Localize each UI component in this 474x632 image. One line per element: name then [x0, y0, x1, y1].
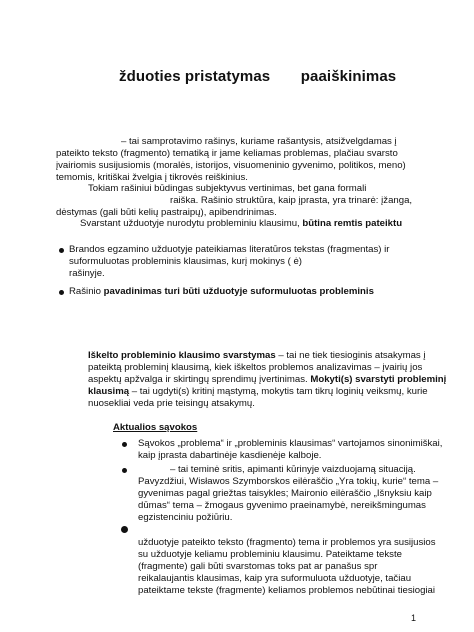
bullet-1-line-1: Brandos egzamino užduotyje pateikiamas literatūros tekstas (fragmentas) ir [69, 244, 390, 255]
bullet-dot [122, 468, 127, 473]
bullet-2-line-1 [69, 286, 374, 299]
intro-line-8 [80, 218, 402, 231]
para2-line-1-text: – tai ne tiek tiesioginis atsakymas į [275, 350, 426, 361]
intro-line-8-bold: būtina remtis pateiktu [302, 218, 403, 229]
intro-line-2: pateikto teksto (fragmento) tematiką ir jame keliamas problemas, plačiau svarsto [56, 148, 398, 159]
concept-3-line-5: pateiktame tekste (fragmente) keliamos problemos nebūtinai tiesiogiai [138, 585, 436, 596]
para2-line-2: pateiktą probleminį klausimą, kiek iškeltos problemos analizavimas – įvairių jos [88, 362, 423, 373]
bullet-2-text: Rašinio [69, 286, 104, 297]
intro-line-3: įvairiomis susijusiomis (moralės, istorijos, visuomeninio gyvenimo, politikos, meno) [56, 160, 406, 171]
concept-2-line-4: dūmas“ tema – žmogaus gyvenimo praeinamybė, nereikšmingumas [138, 500, 426, 511]
title-part-1: žduoties pristatymas [119, 68, 271, 85]
bullet-dot [122, 442, 127, 447]
title-part-2: paaiškinimas [300, 68, 397, 85]
bullet-1-line-2: suformuluotas probleminis klausimas, kurį mokinys ( ė) [69, 256, 302, 267]
intro-line-7: dėstymas (gali būti kelių pastraipų), apibendrinimas. [56, 207, 277, 218]
bullet-2-bold: pavadinimas turi būti užduotyje suformuluotas probleminis [103, 286, 374, 297]
concept-2-line-3: gyvenimas pagal griežtas taisykles; Maironio eilėraščio „Išnyksiu kaip [138, 488, 432, 499]
para2-line-3 [88, 374, 446, 387]
bullet-dot [121, 526, 128, 533]
intro-line-1: – tai samprotavimo rašinys, kuriame rašantysis, atsižvelgdamas į [121, 136, 397, 147]
bullet-dot [59, 290, 64, 295]
para2-lead-bold: Iškelto probleminio klausimo svarstymas [88, 350, 276, 361]
concepts-heading: Aktualios sąvokos [113, 422, 198, 433]
para2-line-4-bold: klausimą [88, 386, 130, 397]
concept-3-line-2: su užduotyje keliamu probleminiu klausimu. Pateiktame tekste [138, 549, 402, 560]
concept-2-line-2: Pavyzdžiui, Wisławos Szymborskos eilėraščio „Yra tokių, kurie“ tema – [138, 476, 439, 487]
para2-line-3-bold: Mokyti(s) svarstyti probleminį [310, 374, 447, 385]
concept-1-line-2: kaip įprasta dabartinėje kasdienėje kalboje. [138, 450, 322, 461]
concept-2-line-5: egzistenciniu požiūriu. [138, 512, 233, 523]
intro-line-4: temomis, kritiškai žvelgia į tikrovės reiškinius. [56, 172, 248, 183]
para2-line-4 [88, 386, 428, 399]
para2-line-3-text: aspektų apžvalga ir skirtingų sprendimų įvertinimas. [88, 374, 311, 385]
bullet-1-line-3: rašinyje. [69, 268, 105, 279]
concept-1-line-1: Sąvokos „problema“ ir „probleminis klausimas“ vartojamos sinonimiškai, [138, 438, 443, 449]
page-title [119, 68, 396, 86]
concept-3-line-1: užduotyje pateikto teksto (fragmento) tema ir problemos yra susijusios [138, 537, 436, 548]
concept-2-line-1: – tai teminė sritis, apimanti kūrinyje vaizduojamą situaciją. [170, 464, 416, 475]
para2-line-5: nuosekliai veda prie teisingų atsakymų. [88, 398, 255, 409]
concept-3-line-3: (fragmente) gali būti svarstomas toks pat ar panašus spr [138, 561, 378, 572]
para2-line-1 [88, 350, 426, 363]
page-number: 1 [411, 613, 417, 623]
concept-3-line-4: reikalaujantis klausimas, kaip yra suformuluota užduotyje, tačiau [138, 573, 412, 584]
intro-line-6: raiška. Rašinio struktūra, kaip įprasta, yra trinarė: įžanga, [170, 195, 413, 206]
intro-line-8-text: Svarstant užduotyje nurodytu probleminiu klausimu, [80, 218, 303, 229]
para2-line-4-text: – tai ugdyti(s) kritinį mąstymą, mokytis tam tikrų loginių veiksmų, kurie [129, 386, 428, 397]
intro-line-5: Tokiam rašiniui būdingas subjektyvus vertinimas, bet gana formali [88, 183, 367, 194]
bullet-dot [59, 248, 64, 253]
